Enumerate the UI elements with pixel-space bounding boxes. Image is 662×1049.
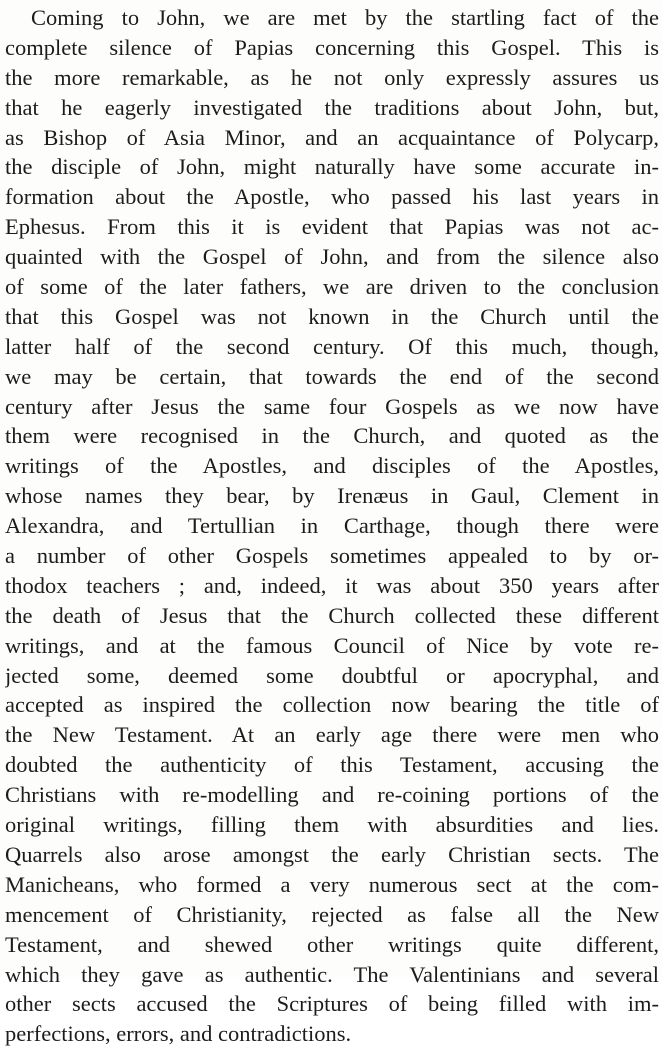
body-text [5, 3, 659, 1049]
text-line: as Bishop of Asia Minor, and an acquaintance of Polycarp, [5, 124, 659, 150]
text-line: Quarrels also arose amongst the early Christian sects. The [5, 841, 659, 867]
text-line: that he eagerly investigated the traditions about John, but, [5, 94, 659, 120]
text-line: writings, and at the famous Council of Nice by vote re- [5, 632, 659, 658]
text-line: the New Testament. At an early age there were men who [5, 722, 659, 748]
text-line: Alexandra, and Tertullian in Carthage, though there were [5, 513, 659, 539]
text-line: mencement of Christianity, rejected as false all the New [5, 901, 659, 927]
text-line: a number of other Gospels sometimes appealed to by or- [5, 543, 659, 569]
text-line: perfections, errors, and contradictions. [5, 1021, 352, 1047]
text-line: of some of the later fathers, we are driven to the conclusion [5, 274, 659, 300]
text-line: doubted the authenticity of this Testament, accusing the [5, 752, 659, 778]
text-line: accepted as inspired the collection now bearing the title of [5, 692, 659, 718]
text-line: quainted with the Gospel of John, and from the silence also [5, 244, 659, 270]
text-line: other sects accused the Scriptures of being filled with im- [5, 991, 659, 1017]
text-line: the more remarkable, as he not only expressly assures us [5, 64, 659, 90]
text-line: the death of Jesus that the Church collected these different [5, 602, 659, 628]
text-line: latter half of the second century. Of this much, though, [5, 333, 659, 359]
text-line: that this Gospel was not known in the Church until the [5, 303, 659, 329]
text-line: complete silence of Papias concerning this Gospel. This is [5, 34, 659, 60]
text-line: whose names they bear, by Irenæus in Gaul, Clement in [5, 483, 659, 509]
text-line: we may be certain, that towards the end of the second [5, 363, 659, 389]
text-line: Christians with re-modelling and re-coining portions of the [5, 782, 659, 808]
text-line: Manicheans, who formed a very numerous sect at the com- [5, 871, 659, 897]
text-line: the disciple of John, might naturally have some accurate in- [5, 154, 659, 180]
text-line: formation about the Apostle, who passed his last years in [5, 184, 659, 210]
text-line: writings of the Apostles, and disciples of the Apostles, [5, 453, 659, 479]
text-line: which they gave as authentic. The Valentinians and several [5, 961, 659, 987]
text-line: thodox teachers ; and, indeed, it was about 350 years after [5, 572, 659, 598]
text-line: century after Jesus the same four Gospels as we now have [5, 393, 659, 419]
text-line: Ephesus. From this it is evident that Papias was not ac- [5, 214, 659, 240]
text-line: jected some, deemed some doubtful or apocryphal, and [5, 662, 659, 688]
text-line: Coming to John, we are met by the startling fact of the [31, 5, 659, 30]
text-line: Testament, and shewed other writings quite different, [5, 931, 659, 957]
text-line: them were recognised in the Church, and quoted as the [5, 423, 659, 449]
text-line: original writings, filling them with absurdities and lies. [5, 812, 659, 838]
